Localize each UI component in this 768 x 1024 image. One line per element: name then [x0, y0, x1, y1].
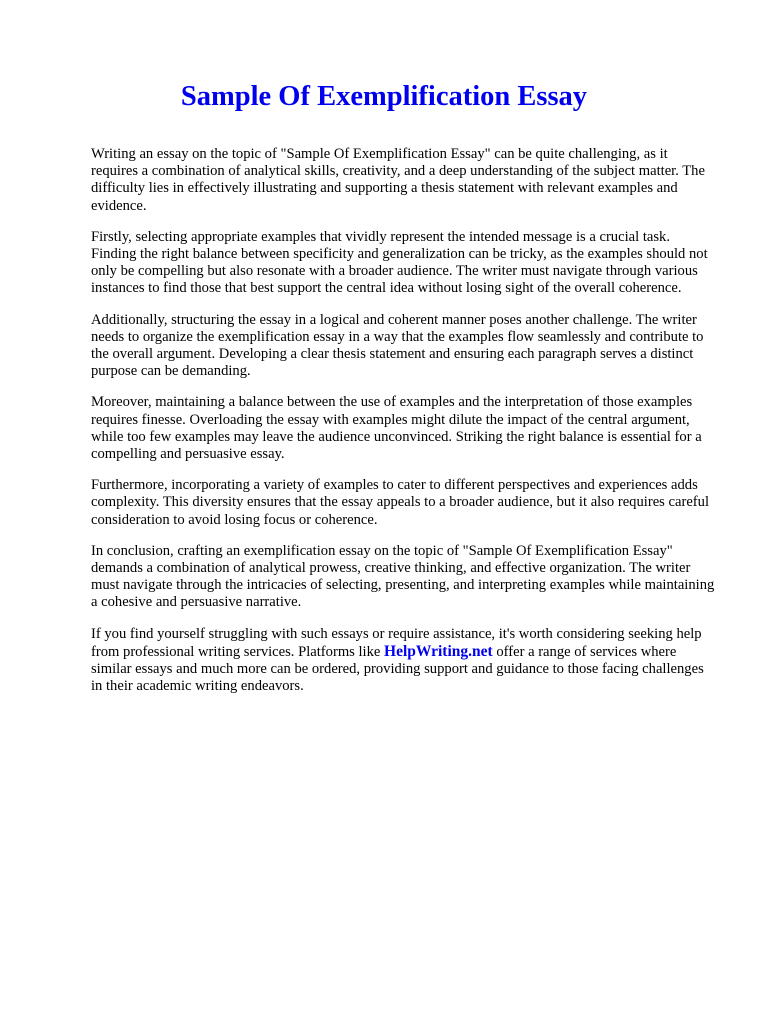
paragraph-balance: Moreover, maintaining a balance between the use of examples and the interpretation of those examples requires finesse. Overloading the essay with examples might dilute the impact of the central argument, while too few examples may leave the audience unconvinced. Striking the right balance is essential for a compelling and persuasive essay. — [91, 394, 702, 463]
paragraph-structure: Additionally, structuring the essay in a logical and coherent manner poses another challenge. The writer needs to organize the exemplification essay in a way that the examples flow seamlessly and contribute to the overall argument. Developing a clear thesis statement and ensuring each paragraph serves a distinct purpose can be demanding. — [91, 311, 704, 380]
paragraph-help — [91, 626, 715, 696]
paragraph-variety: Furthermore, incorporating a variety of examples to cater to different perspectives and experiences adds complexity. This diversity ensures that the essay appeals to a broader audience, but it also requires careful consideration to avoid losing focus or coherence. — [91, 477, 710, 528]
essay-body — [91, 146, 715, 709]
paragraph-examples: Firstly, selecting appropriate examples that vividly represent the intended message is a crucial task. Finding the right balance between specificity and generalization can be tricky, as the examples should not only be compelling but also resonate with a broader audience. The writer must navigate through various instances to find those that best support the central idea without losing sight of the overall coherence. — [91, 228, 708, 297]
page-title: Sample Of Exemplification Essay — [180, 81, 588, 112]
help-text-before: If you find yourself struggling with such essays or require assistance, it's worth considering seeking help from professional writing services. Platforms like — [91, 625, 702, 660]
paragraph-intro: Writing an essay on the topic of "Sample Of Exemplification Essay" can be quite challenging, as it requires a combination of analytical skills, creativity, and a deep understanding of the subject matter. The difficulty lies in effectively illustrating and supporting a thesis statement with relevant examples and evidence. — [91, 146, 705, 214]
helpwriting-link[interactable]: HelpWriting.net — [384, 642, 493, 660]
paragraph-conclusion: In conclusion, crafting an exemplification essay on the topic of "Sample Of Exemplification Essay" demands a combination of analytical prowess, creative thinking, and effective organization. The writer must navigate through the intricacies of selecting, presenting, and interpreting examples while maintaining a cohesive and persuasive narrative. — [91, 542, 715, 611]
help-text-after: offer a range of services where similar essays and much more can be ordered, providing support and guidance to those facing challenges in their academic writing endeavors. — [91, 643, 704, 695]
